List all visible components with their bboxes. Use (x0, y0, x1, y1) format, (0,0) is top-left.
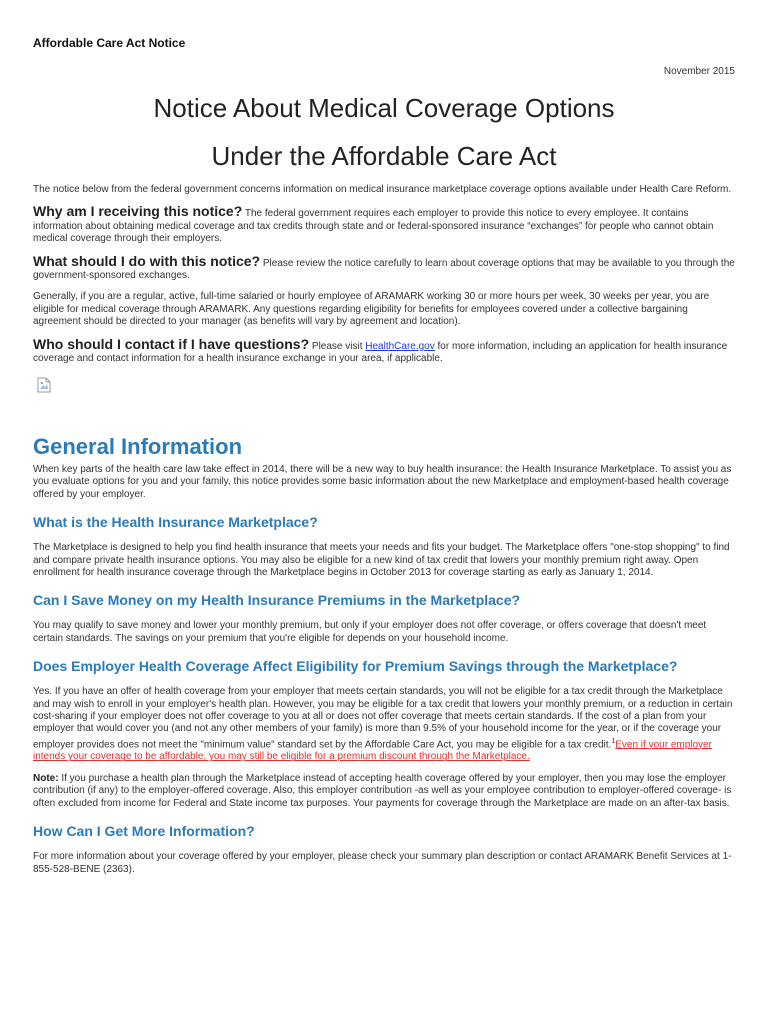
note-paragraph (33, 773, 735, 810)
page-title-line2: Under the Affordable Care Act (211, 141, 557, 171)
intro-paragraph: The notice below from the federal government concerns information on medical insurance marketplace coverage options available under Health Care Reform. (33, 184, 732, 195)
marketplace-text: The Marketplace is designed to help you find health insurance that meets your needs and fits your budget. The Marketplace offers "one-stop shopping" to find and compare private health insurance options. You may also be eligible for a new kind of tax credit that lowers your monthly premium right away. Open enrollment for health insurance coverage through the Marketplace begins in October 2013 for coverage starting as early as January 1, 2014. (33, 542, 730, 578)
contact-pre-text: Please visit (311, 340, 366, 352)
eligibility-generally-paragraph: Generally, if you are a regular, active, full-time salaried or hourly employee of ARAMARK working 30 or more hours per week, 30 weeks per year, you are eligible for medical coverage through ARAMARK. Any questions regarding eligibility for benefits for employees covered under a collective bargaining agreement should be directed to your manager (as benefits will vary by agreement and location). (33, 291, 710, 328)
general-information-heading: General Information (33, 434, 243, 460)
broken-image-icon (37, 377, 51, 393)
save-money-heading: Can I Save Money on my Health Insurance Premiums in the Marketplace? (33, 592, 521, 609)
note-text: If you purchase a health plan through the Marketplace instead of accepting health coverage offered by your employer, then you may lose the employer contribution (if any) to the employer-offered coverage. Also, this employer contribution -as well as your employee contribution to employer-offered coverage- is often excluded from income for Federal and State income tax purposes. Your payments for coverage through the Marketplace are made on an after-tax basis. (33, 772, 732, 809)
notice-date: November 2015 (663, 66, 735, 77)
save-money-text: You may qualify to save money and lower your monthly premium, but only if your employer does not offer coverage, or offers coverage that doesn't meet certain standards. The savings on your premium that you're eligible for depends on your household income. (33, 620, 707, 644)
more-information-heading: How Can I Get More Information? (33, 823, 255, 840)
employer-coverage-heading: Does Employer Health Coverage Affect Eligibility for Premium Savings through the Marketplace? (33, 658, 678, 675)
what-do-text: Please review the notice carefully to learn about coverage options that may be available to you through the government-sponsored exchanges. (33, 257, 735, 282)
contact-post-text: for more information, including an application for health insurance coverage and contact information for a health insurance exchange in your area, if applicable. (33, 340, 728, 365)
why-question: Why am I receiving this notice? (33, 203, 243, 220)
contact-question: Who should I contact if I have questions? (33, 335, 310, 352)
more-information-text: For more information about your coverage offered by your employer, please check your summary plan description or contact ARAMARK Benefit Services at 1-855-528-BENE (2363). (33, 851, 732, 875)
general-information-text: When key parts of the health care law take effect in 2014, there will be a new way to buy health insurance: the Health Insurance Marketplace. To assist you as you evaluate options for you and your family, this notice provides some basic information about the new Marketplace and employment-based health coverage offered by your employer. (33, 463, 732, 500)
what-do-section (33, 252, 735, 283)
what-do-question: What should I do with this notice? (33, 252, 261, 269)
footnote-marker: 1 (611, 737, 616, 745)
why-text: The federal government requires each employer to provide this notice to every employee. It contains information about obtaining medical coverage and tax credits through state and or federal-sponsored insurance “exchanges” for people who cannot obtain medical coverage through their employers. (33, 208, 714, 245)
premium-discount-warning: Even if your employer intends your coverage to be affordable, you may still be eligible for a premium discount through the Marketplace. (33, 739, 712, 763)
document-label: Affordable Care Act Notice (33, 36, 186, 50)
employer-coverage-body: Yes. If you have an offer of health coverage from your employer that meets certain standards, you will not be eligible for a tax credit through the Marketplace and may wish to enroll in your employer's health plan. However, you may be eligible for a tax credit that lowers your monthly premium, or a reduction in certain cost-sharing if your employer does not offer coverage to you at all or does not offer coverage that meets certain standards. If the cost of a plan from your employer that would cover you (and not any other members of your family) is more than 9.5% of your household income for the year, or if the coverage your employer provides does not meet the "minimum value" standard set by the Affordable Care Act, you may be eligible for a tax credit. (33, 686, 733, 751)
marketplace-heading: What is the Health Insurance Marketplace? (33, 514, 318, 531)
document-body (33, 184, 735, 885)
why-section (33, 205, 735, 245)
employer-coverage-text (33, 686, 735, 764)
page-title-line1: Notice About Medical Coverage Options (153, 93, 615, 123)
contact-section (33, 335, 735, 366)
note-label: Note: (33, 772, 59, 784)
healthcare-gov-link[interactable]: HealthCare.gov (365, 340, 435, 352)
